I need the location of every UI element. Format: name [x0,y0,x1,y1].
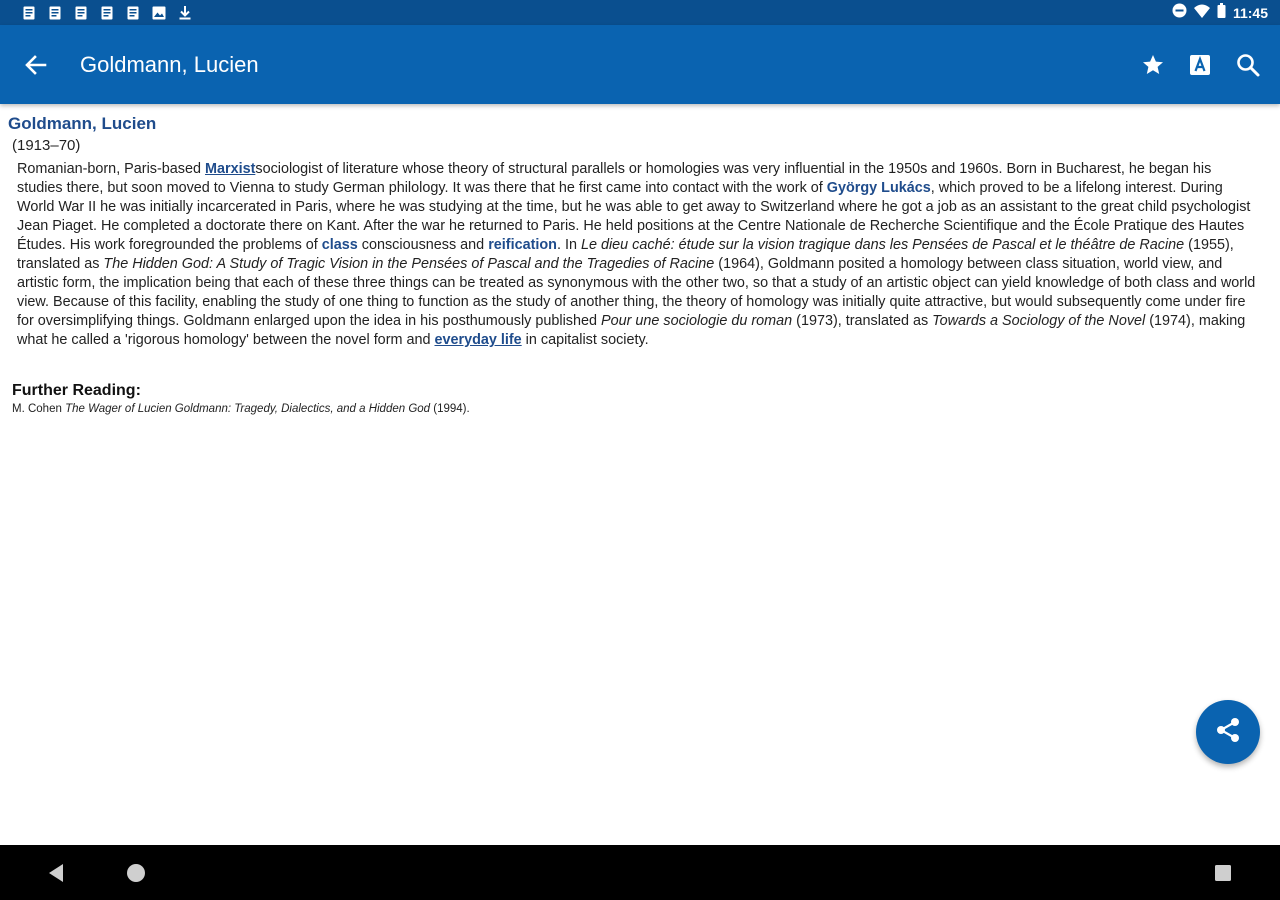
image-icon [150,4,168,21]
navigation-bar [0,845,1280,900]
app-bar [0,25,1280,104]
text-run: (1973), translated as [792,313,933,329]
italic-title: The Hidden God: A Study of Tragic Vision in the Pensées of Pascal and the Tragedies of Racine [103,256,715,272]
entry-body [17,160,1257,350]
status-time: 11:45 [1232,5,1268,21]
text-run: M. Cohen [12,403,66,415]
further-reading-item [12,403,470,415]
notification-icons [20,4,194,21]
status-icons [1172,3,1268,23]
document-icon [124,4,142,21]
further-reading-heading: Further Reading: [12,382,141,399]
download-icon [176,4,194,21]
text-run: (1974), making what he called a 'rigorous homology' between the novel form and [17,313,1246,348]
text-run: , which proved to be a lifelong interest. During World War II he was initially incarcerated in Paris, where he was studying at the time, but he was able to get away to Switzerland where he got a job as an assistant to the great child psychologist Jean Piaget. He completed a doctorate there on Kant. After the war he returned to Paris. He held positions at the Centre Nationale de Recherche Scientifique and the École Pratique des Hautes Études. His work foregrounded the problems of [17,180,1251,253]
entry-link[interactable]: reification [488,237,557,253]
status-bar [0,0,1280,25]
text-run: . In [556,237,581,253]
document-icon [20,4,38,21]
entry-dates: (1913–70) [12,137,81,154]
recents-square-icon[interactable] [1214,864,1232,887]
translate-icon[interactable] [1186,51,1214,79]
text-run: (1994). [430,403,470,415]
entry-link[interactable]: Marxist [204,161,256,177]
italic-title: Le dieu caché: étude sur la vision tragique dans les Pensées de Pascal et le théâtre de Racine [580,237,1185,253]
wifi-icon [1194,4,1210,23]
document-icon [72,4,90,21]
italic-title: The Wager of Lucien Goldmann: Tragedy, Dialectics, and a Hidden God [65,403,431,415]
text-run: Romanian-born, Paris-based [17,161,205,177]
back-triangle-icon[interactable] [46,863,66,888]
entry-link[interactable]: class [321,237,358,253]
text-run: (1955), translated as [17,237,1234,272]
entry-link[interactable]: everyday life [434,332,522,348]
entry-title: Goldmann, Lucien [8,114,157,133]
star-icon[interactable] [1139,51,1167,79]
text-run: consciousness and [357,237,489,253]
search-icon[interactable] [1234,51,1262,79]
italic-title: Towards a Sociology of the Novel [932,313,1146,329]
text-run: (1964), Goldmann posited a homology between class situation, world view, and artistic form, the implication being that each of these three things can be treated as synonymous with the other two, so that a study of an artistic object can yield knowledge of both class and world view. Because of this facility, enabling the study of one thing to function as the study of another thing, the theory of homology was initially quite attractive, but would subsequently come under fire for oversimplifying things. Goldmann enlarged upon the idea in his posthumously published [17,256,1256,329]
do-not-disturb-icon [1172,3,1187,23]
text-run: sociologist of literature whose theory of structural parallels or homologies was very influential in the 1950s and 1960s. Born in Bucharest, he began his studies there, but soon moved to Vienna to study German philology. It was there that he first came into contact with the work of [17,161,1212,196]
battery-icon [1217,3,1226,23]
app-title: Goldmann, Lucien [80,52,259,77]
back-arrow-icon[interactable] [22,51,50,79]
home-circle-icon[interactable] [126,863,146,888]
document-icon [46,4,64,21]
share-icon [1213,715,1243,750]
share-button[interactable] [1196,700,1260,764]
text-run: in capitalist society. [521,332,649,348]
document-icon [98,4,116,21]
italic-title: Pour une sociologie du roman [600,313,793,329]
entry-link[interactable]: György Lukács [826,180,931,196]
